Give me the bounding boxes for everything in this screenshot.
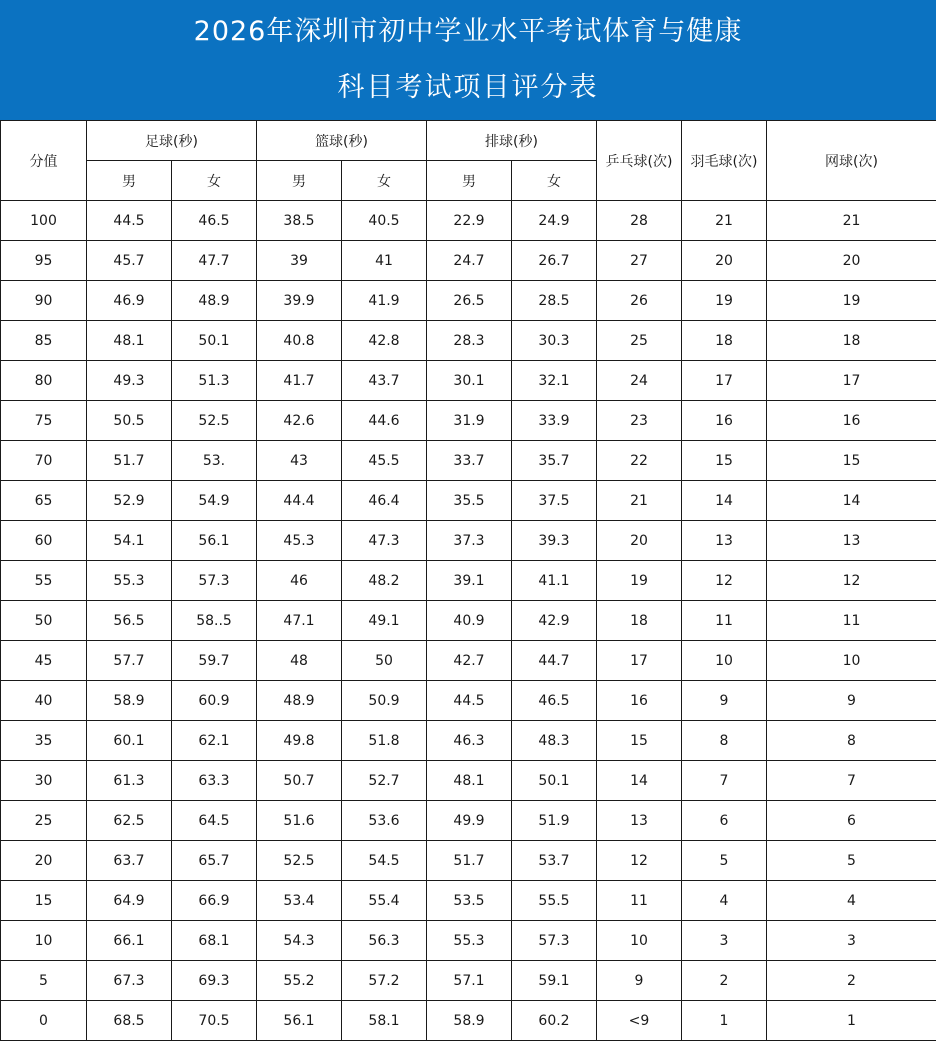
table-row bbox=[1, 841, 936, 881]
cell-tennis: 7 bbox=[767, 761, 936, 801]
cell-pingpong: 17 bbox=[597, 641, 682, 681]
cell-volleyball-male: 28.3 bbox=[427, 321, 512, 361]
cell-football-male: 49.3 bbox=[87, 361, 172, 401]
cell-volleyball-female: 42.9 bbox=[512, 601, 597, 641]
cell-volleyball-female: 48.3 bbox=[512, 721, 597, 761]
cell-volleyball-male: 55.3 bbox=[427, 921, 512, 961]
cell-score: 0 bbox=[1, 1001, 87, 1041]
cell-volleyball-female: 33.9 bbox=[512, 401, 597, 441]
cell-football-male: 56.5 bbox=[87, 601, 172, 641]
cell-tennis: 13 bbox=[767, 521, 936, 561]
cell-volleyball-female: 37.5 bbox=[512, 481, 597, 521]
cell-basketball-male: 48 bbox=[257, 641, 342, 681]
cell-football-female: 50.1 bbox=[172, 321, 257, 361]
cell-basketball-female: 54.5 bbox=[342, 841, 427, 881]
cell-basketball-male: 47.1 bbox=[257, 601, 342, 641]
cell-basketball-male: 51.6 bbox=[257, 801, 342, 841]
cell-volleyball-male: 53.5 bbox=[427, 881, 512, 921]
col-header-football: 足球(秒) bbox=[87, 121, 257, 161]
cell-tennis: 12 bbox=[767, 561, 936, 601]
cell-basketball-female: 48.2 bbox=[342, 561, 427, 601]
cell-football-male: 63.7 bbox=[87, 841, 172, 881]
cell-badminton: 18 bbox=[682, 321, 767, 361]
cell-tennis: 3 bbox=[767, 921, 936, 961]
cell-pingpong: 22 bbox=[597, 441, 682, 481]
col-header-basketball-female: 女 bbox=[342, 161, 427, 201]
cell-badminton: 7 bbox=[682, 761, 767, 801]
cell-volleyball-male: 48.1 bbox=[427, 761, 512, 801]
cell-volleyball-male: 26.5 bbox=[427, 281, 512, 321]
table-row bbox=[1, 761, 936, 801]
table-row bbox=[1, 961, 936, 1001]
cell-football-female: 68.1 bbox=[172, 921, 257, 961]
cell-basketball-female: 42.8 bbox=[342, 321, 427, 361]
cell-tennis: 11 bbox=[767, 601, 936, 641]
col-header-score: 分值 bbox=[1, 121, 87, 201]
cell-football-female: 59.7 bbox=[172, 641, 257, 681]
cell-tennis: 20 bbox=[767, 241, 936, 281]
cell-score: 100 bbox=[1, 201, 87, 241]
cell-volleyball-male: 35.5 bbox=[427, 481, 512, 521]
cell-tennis: 10 bbox=[767, 641, 936, 681]
table-row bbox=[1, 681, 936, 721]
cell-volleyball-female: 32.1 bbox=[512, 361, 597, 401]
cell-score: 65 bbox=[1, 481, 87, 521]
cell-football-male: 68.5 bbox=[87, 1001, 172, 1041]
cell-tennis: 1 bbox=[767, 1001, 936, 1041]
cell-badminton: 11 bbox=[682, 601, 767, 641]
cell-basketball-female: 50.9 bbox=[342, 681, 427, 721]
cell-volleyball-male: 39.1 bbox=[427, 561, 512, 601]
cell-football-female: 54.9 bbox=[172, 481, 257, 521]
table-row bbox=[1, 521, 936, 561]
col-header-volleyball-female: 女 bbox=[512, 161, 597, 201]
cell-pingpong: 13 bbox=[597, 801, 682, 841]
table-row bbox=[1, 321, 936, 361]
cell-score: 80 bbox=[1, 361, 87, 401]
cell-football-male: 58.9 bbox=[87, 681, 172, 721]
cell-basketball-male: 43 bbox=[257, 441, 342, 481]
cell-football-female: 63.3 bbox=[172, 761, 257, 801]
col-header-volleyball: 排球(秒) bbox=[427, 121, 597, 161]
cell-volleyball-female: 35.7 bbox=[512, 441, 597, 481]
header-row-1 bbox=[1, 121, 936, 161]
cell-tennis: 18 bbox=[767, 321, 936, 361]
cell-football-male: 64.9 bbox=[87, 881, 172, 921]
cell-badminton: 12 bbox=[682, 561, 767, 601]
cell-score: 30 bbox=[1, 761, 87, 801]
cell-pingpong: 15 bbox=[597, 721, 682, 761]
table-row bbox=[1, 401, 936, 441]
col-header-football-female: 女 bbox=[172, 161, 257, 201]
cell-basketball-male: 50.7 bbox=[257, 761, 342, 801]
cell-volleyball-male: 49.9 bbox=[427, 801, 512, 841]
cell-basketball-female: 57.2 bbox=[342, 961, 427, 1001]
scoring-table bbox=[0, 120, 936, 1041]
cell-volleyball-female: 39.3 bbox=[512, 521, 597, 561]
col-header-basketball: 篮球(秒) bbox=[257, 121, 427, 161]
col-header-badminton: 羽毛球(次) bbox=[682, 121, 767, 201]
cell-badminton: 16 bbox=[682, 401, 767, 441]
cell-football-female: 46.5 bbox=[172, 201, 257, 241]
cell-volleyball-female: 59.1 bbox=[512, 961, 597, 1001]
cell-football-male: 62.5 bbox=[87, 801, 172, 841]
cell-basketball-female: 55.4 bbox=[342, 881, 427, 921]
col-header-pingpong: 乒乓球(次) bbox=[597, 121, 682, 201]
cell-football-male: 60.1 bbox=[87, 721, 172, 761]
cell-basketball-female: 58.1 bbox=[342, 1001, 427, 1041]
cell-pingpong: 14 bbox=[597, 761, 682, 801]
cell-football-male: 66.1 bbox=[87, 921, 172, 961]
cell-football-male: 45.7 bbox=[87, 241, 172, 281]
cell-basketball-male: 42.6 bbox=[257, 401, 342, 441]
cell-football-male: 46.9 bbox=[87, 281, 172, 321]
cell-basketball-female: 47.3 bbox=[342, 521, 427, 561]
cell-basketball-male: 40.8 bbox=[257, 321, 342, 361]
cell-football-male: 48.1 bbox=[87, 321, 172, 361]
table-row bbox=[1, 201, 936, 241]
cell-tennis: 17 bbox=[767, 361, 936, 401]
cell-basketball-male: 46 bbox=[257, 561, 342, 601]
cell-tennis: 19 bbox=[767, 281, 936, 321]
table-row bbox=[1, 241, 936, 281]
page-title-line2: 科目考试项目评分表 bbox=[337, 72, 599, 103]
cell-basketball-female: 52.7 bbox=[342, 761, 427, 801]
table-row bbox=[1, 921, 936, 961]
cell-volleyball-male: 40.9 bbox=[427, 601, 512, 641]
cell-volleyball-male: 30.1 bbox=[427, 361, 512, 401]
cell-pingpong: 16 bbox=[597, 681, 682, 721]
cell-volleyball-male: 44.5 bbox=[427, 681, 512, 721]
cell-football-female: 56.1 bbox=[172, 521, 257, 561]
cell-football-female: 60.9 bbox=[172, 681, 257, 721]
cell-basketball-female: 41.9 bbox=[342, 281, 427, 321]
cell-volleyball-female: 46.5 bbox=[512, 681, 597, 721]
cell-volleyball-male: 37.3 bbox=[427, 521, 512, 561]
cell-volleyball-male: 22.9 bbox=[427, 201, 512, 241]
cell-basketball-female: 53.6 bbox=[342, 801, 427, 841]
cell-badminton: 4 bbox=[682, 881, 767, 921]
cell-score: 90 bbox=[1, 281, 87, 321]
cell-pingpong: 23 bbox=[597, 401, 682, 441]
cell-football-male: 51.7 bbox=[87, 441, 172, 481]
cell-pingpong: 27 bbox=[597, 241, 682, 281]
cell-score: 85 bbox=[1, 321, 87, 361]
cell-score: 40 bbox=[1, 681, 87, 721]
cell-football-female: 69.3 bbox=[172, 961, 257, 1001]
cell-volleyball-female: 41.1 bbox=[512, 561, 597, 601]
cell-football-female: 48.9 bbox=[172, 281, 257, 321]
cell-basketball-male: 44.4 bbox=[257, 481, 342, 521]
cell-score: 45 bbox=[1, 641, 87, 681]
cell-tennis: 15 bbox=[767, 441, 936, 481]
cell-basketball-male: 49.8 bbox=[257, 721, 342, 761]
cell-football-male: 50.5 bbox=[87, 401, 172, 441]
cell-pingpong: 18 bbox=[597, 601, 682, 641]
cell-football-female: 66.9 bbox=[172, 881, 257, 921]
cell-basketball-male: 56.1 bbox=[257, 1001, 342, 1041]
cell-score: 35 bbox=[1, 721, 87, 761]
cell-volleyball-male: 33.7 bbox=[427, 441, 512, 481]
cell-pingpong: <9 bbox=[597, 1001, 682, 1041]
cell-pingpong: 28 bbox=[597, 201, 682, 241]
table-row bbox=[1, 801, 936, 841]
cell-tennis: 8 bbox=[767, 721, 936, 761]
cell-tennis: 4 bbox=[767, 881, 936, 921]
cell-basketball-female: 46.4 bbox=[342, 481, 427, 521]
cell-volleyball-female: 51.9 bbox=[512, 801, 597, 841]
cell-score: 70 bbox=[1, 441, 87, 481]
cell-score: 5 bbox=[1, 961, 87, 1001]
cell-pingpong: 9 bbox=[597, 961, 682, 1001]
cell-volleyball-female: 28.5 bbox=[512, 281, 597, 321]
table-row bbox=[1, 361, 936, 401]
cell-badminton: 1 bbox=[682, 1001, 767, 1041]
page-title-line1: 2026年深圳市初中学业水平考试体育与健康 bbox=[193, 16, 743, 47]
cell-football-female: 52.5 bbox=[172, 401, 257, 441]
cell-badminton: 21 bbox=[682, 201, 767, 241]
cell-football-female: 62.1 bbox=[172, 721, 257, 761]
cell-football-male: 52.9 bbox=[87, 481, 172, 521]
cell-football-female: 53. bbox=[172, 441, 257, 481]
cell-football-male: 57.7 bbox=[87, 641, 172, 681]
cell-tennis: 6 bbox=[767, 801, 936, 841]
cell-badminton: 9 bbox=[682, 681, 767, 721]
cell-badminton: 5 bbox=[682, 841, 767, 881]
cell-badminton: 19 bbox=[682, 281, 767, 321]
table-row bbox=[1, 481, 936, 521]
cell-basketball-male: 39.9 bbox=[257, 281, 342, 321]
table-row bbox=[1, 721, 936, 761]
cell-score: 20 bbox=[1, 841, 87, 881]
cell-badminton: 3 bbox=[682, 921, 767, 961]
cell-basketball-male: 48.9 bbox=[257, 681, 342, 721]
cell-score: 10 bbox=[1, 921, 87, 961]
cell-badminton: 10 bbox=[682, 641, 767, 681]
cell-volleyball-female: 55.5 bbox=[512, 881, 597, 921]
cell-basketball-female: 45.5 bbox=[342, 441, 427, 481]
cell-football-male: 44.5 bbox=[87, 201, 172, 241]
cell-basketball-female: 40.5 bbox=[342, 201, 427, 241]
cell-basketball-female: 56.3 bbox=[342, 921, 427, 961]
table-row bbox=[1, 561, 936, 601]
cell-volleyball-male: 42.7 bbox=[427, 641, 512, 681]
cell-volleyball-female: 44.7 bbox=[512, 641, 597, 681]
cell-football-female: 58..5 bbox=[172, 601, 257, 641]
col-header-basketball-male: 男 bbox=[257, 161, 342, 201]
cell-football-female: 57.3 bbox=[172, 561, 257, 601]
cell-volleyball-male: 31.9 bbox=[427, 401, 512, 441]
table-row bbox=[1, 601, 936, 641]
cell-volleyball-female: 26.7 bbox=[512, 241, 597, 281]
cell-basketball-male: 41.7 bbox=[257, 361, 342, 401]
cell-tennis: 9 bbox=[767, 681, 936, 721]
cell-badminton: 15 bbox=[682, 441, 767, 481]
cell-badminton: 8 bbox=[682, 721, 767, 761]
table-row bbox=[1, 881, 936, 921]
cell-football-male: 61.3 bbox=[87, 761, 172, 801]
cell-football-female: 51.3 bbox=[172, 361, 257, 401]
cell-score: 25 bbox=[1, 801, 87, 841]
cell-basketball-female: 41 bbox=[342, 241, 427, 281]
cell-basketball-male: 45.3 bbox=[257, 521, 342, 561]
table-row bbox=[1, 441, 936, 481]
table-title-banner bbox=[0, 0, 936, 120]
cell-basketball-male: 53.4 bbox=[257, 881, 342, 921]
cell-pingpong: 24 bbox=[597, 361, 682, 401]
cell-volleyball-male: 51.7 bbox=[427, 841, 512, 881]
cell-badminton: 2 bbox=[682, 961, 767, 1001]
cell-badminton: 6 bbox=[682, 801, 767, 841]
cell-football-male: 55.3 bbox=[87, 561, 172, 601]
cell-pingpong: 12 bbox=[597, 841, 682, 881]
cell-volleyball-male: 58.9 bbox=[427, 1001, 512, 1041]
cell-pingpong: 25 bbox=[597, 321, 682, 361]
cell-volleyball-female: 30.3 bbox=[512, 321, 597, 361]
cell-tennis: 2 bbox=[767, 961, 936, 1001]
cell-pingpong: 11 bbox=[597, 881, 682, 921]
table-row bbox=[1, 1001, 936, 1041]
cell-badminton: 20 bbox=[682, 241, 767, 281]
cell-tennis: 5 bbox=[767, 841, 936, 881]
cell-pingpong: 20 bbox=[597, 521, 682, 561]
cell-basketball-male: 55.2 bbox=[257, 961, 342, 1001]
cell-tennis: 21 bbox=[767, 201, 936, 241]
cell-basketball-female: 43.7 bbox=[342, 361, 427, 401]
cell-football-male: 54.1 bbox=[87, 521, 172, 561]
cell-badminton: 14 bbox=[682, 481, 767, 521]
cell-badminton: 13 bbox=[682, 521, 767, 561]
cell-pingpong: 10 bbox=[597, 921, 682, 961]
cell-basketball-male: 39 bbox=[257, 241, 342, 281]
cell-football-female: 47.7 bbox=[172, 241, 257, 281]
cell-basketball-male: 38.5 bbox=[257, 201, 342, 241]
cell-score: 95 bbox=[1, 241, 87, 281]
cell-basketball-female: 50 bbox=[342, 641, 427, 681]
cell-volleyball-male: 24.7 bbox=[427, 241, 512, 281]
cell-football-female: 64.5 bbox=[172, 801, 257, 841]
cell-tennis: 16 bbox=[767, 401, 936, 441]
cell-volleyball-female: 53.7 bbox=[512, 841, 597, 881]
cell-basketball-male: 54.3 bbox=[257, 921, 342, 961]
cell-basketball-female: 51.8 bbox=[342, 721, 427, 761]
cell-pingpong: 19 bbox=[597, 561, 682, 601]
cell-football-female: 65.7 bbox=[172, 841, 257, 881]
cell-tennis: 14 bbox=[767, 481, 936, 521]
cell-basketball-female: 44.6 bbox=[342, 401, 427, 441]
col-header-football-male: 男 bbox=[87, 161, 172, 201]
table-row bbox=[1, 281, 936, 321]
cell-pingpong: 26 bbox=[597, 281, 682, 321]
cell-basketball-male: 52.5 bbox=[257, 841, 342, 881]
table-row bbox=[1, 641, 936, 681]
cell-score: 50 bbox=[1, 601, 87, 641]
cell-pingpong: 21 bbox=[597, 481, 682, 521]
cell-badminton: 17 bbox=[682, 361, 767, 401]
cell-football-female: 70.5 bbox=[172, 1001, 257, 1041]
cell-score: 60 bbox=[1, 521, 87, 561]
col-header-volleyball-male: 男 bbox=[427, 161, 512, 201]
cell-volleyball-male: 46.3 bbox=[427, 721, 512, 761]
cell-football-male: 67.3 bbox=[87, 961, 172, 1001]
cell-volleyball-female: 57.3 bbox=[512, 921, 597, 961]
cell-score: 55 bbox=[1, 561, 87, 601]
cell-score: 75 bbox=[1, 401, 87, 441]
cell-volleyball-male: 57.1 bbox=[427, 961, 512, 1001]
cell-volleyball-female: 60.2 bbox=[512, 1001, 597, 1041]
cell-volleyball-female: 50.1 bbox=[512, 761, 597, 801]
cell-basketball-female: 49.1 bbox=[342, 601, 427, 641]
cell-score: 15 bbox=[1, 881, 87, 921]
cell-volleyball-female: 24.9 bbox=[512, 201, 597, 241]
col-header-tennis: 网球(次) bbox=[767, 121, 936, 201]
